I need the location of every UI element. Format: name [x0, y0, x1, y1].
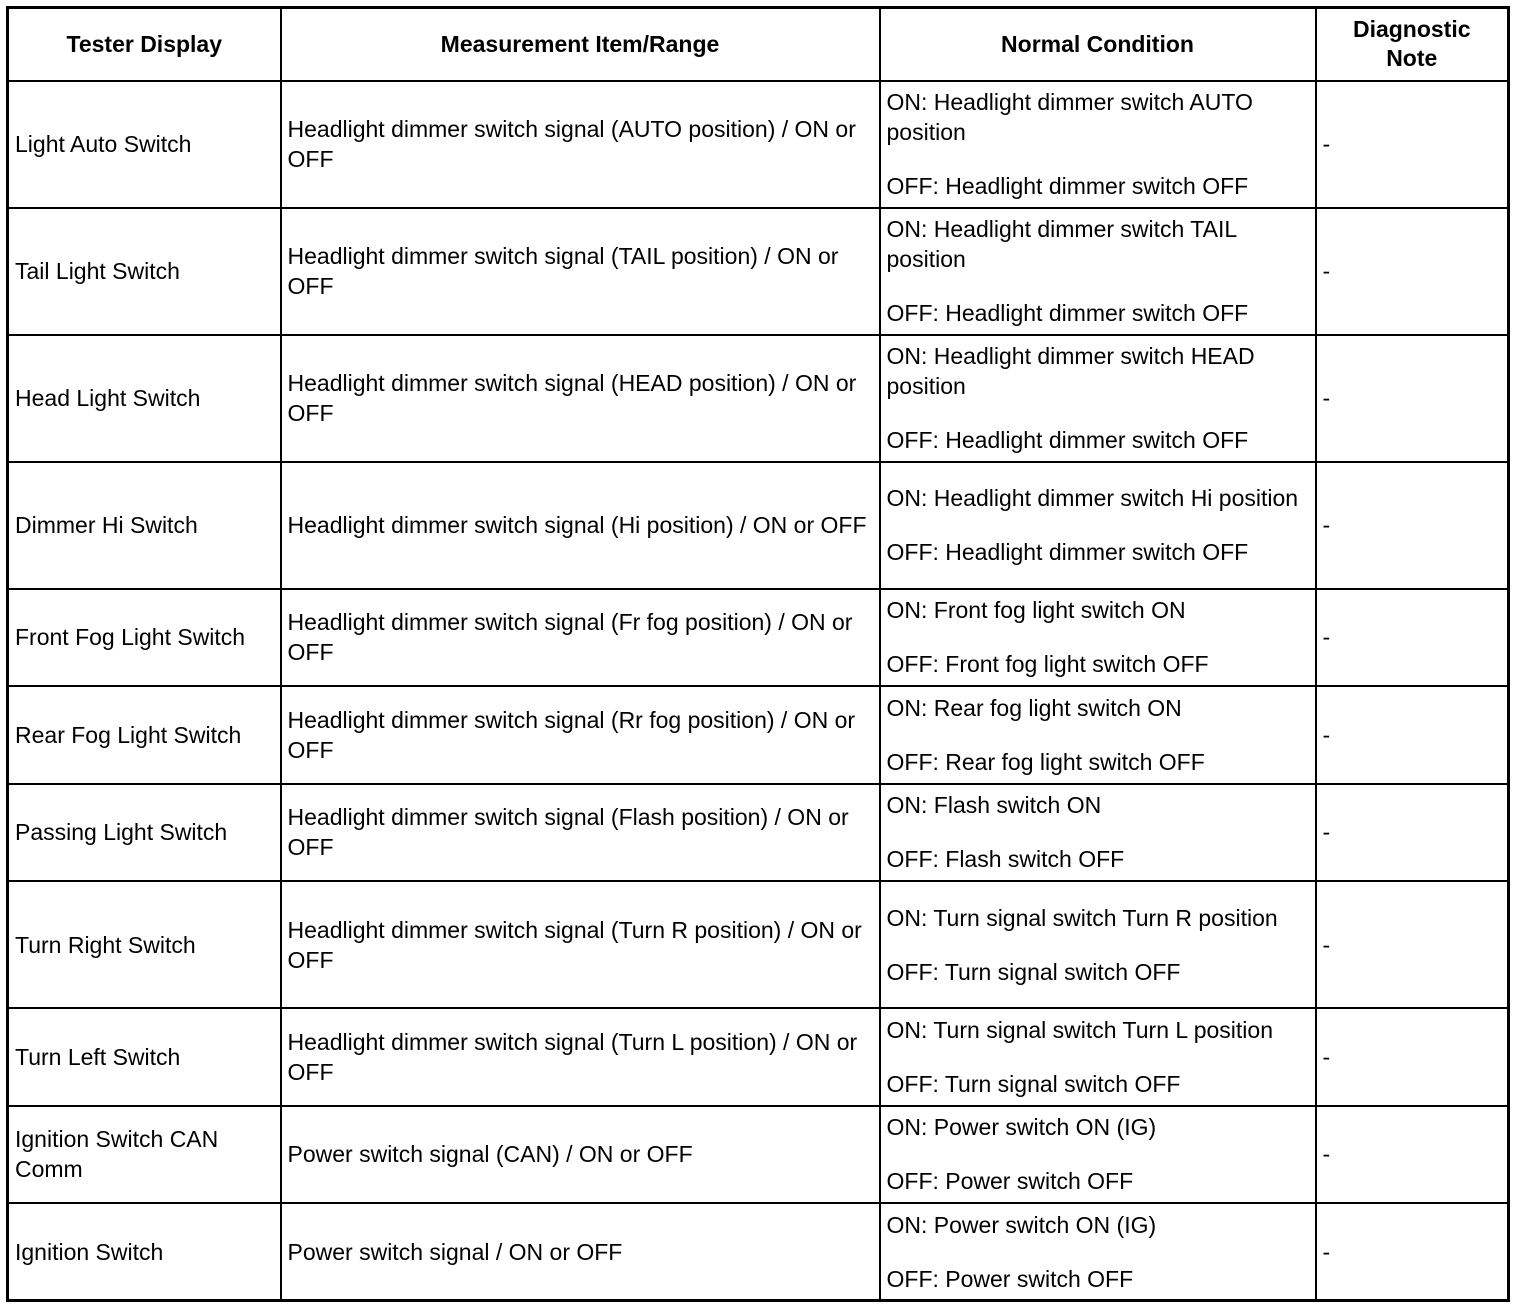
condition-off-text: OFF: Headlight dimmer switch OFF	[886, 300, 1249, 326]
tester-display-cell: Turn Right Switch	[8, 881, 281, 1008]
tester-display-cell: Tail Light Switch	[8, 208, 281, 335]
tester-display-cell: Light Auto Switch	[8, 81, 281, 208]
condition-on-text: ON: Headlight dimmer switch TAIL position	[886, 216, 1237, 272]
measurement-cell: Headlight dimmer switch signal (Turn R position) / ON or OFF	[281, 881, 880, 1008]
measurement-cell: Headlight dimmer switch signal (Fr fog position) / ON or OFF	[281, 589, 880, 687]
condition-on-text: ON: Headlight dimmer switch Hi position	[886, 485, 1299, 511]
measurement-cell: Power switch signal (CAN) / ON or OFF	[281, 1106, 880, 1204]
condition-on-text: ON: Headlight dimmer switch HEAD position	[886, 343, 1255, 399]
table-row	[8, 686, 1509, 784]
measurement-cell: Headlight dimmer switch signal (HEAD position) / ON or OFF	[281, 335, 880, 462]
tester-display-cell: Passing Light Switch	[8, 784, 281, 882]
table-row	[8, 335, 1509, 462]
tester-display-cell: Dimmer Hi Switch	[8, 462, 281, 589]
normal-condition-cell	[880, 784, 1316, 882]
table-row	[8, 81, 1509, 208]
measurement-cell: Headlight dimmer switch signal (Hi position) / ON or OFF	[281, 462, 880, 589]
normal-condition-cell	[880, 1008, 1316, 1106]
header-diagnostic-note-line1: Diagnostic	[1352, 16, 1471, 43]
condition-off-text: OFF: Turn signal switch OFF	[886, 958, 1181, 985]
normal-condition-cell	[880, 1203, 1316, 1301]
diagnostic-note-cell: -	[1316, 335, 1509, 462]
table-row	[8, 1106, 1509, 1204]
diagnostic-note-cell: -	[1316, 881, 1509, 1008]
measurement-cell: Headlight dimmer switch signal (TAIL position) / ON or OFF	[281, 208, 880, 335]
table-row	[8, 784, 1509, 882]
diagnostic-note-cell: -	[1316, 589, 1509, 687]
tester-display-cell: Ignition Switch	[8, 1203, 281, 1301]
normal-condition-cell	[880, 881, 1316, 1008]
diagnostic-note-cell: -	[1316, 462, 1509, 589]
tester-display-cell: Front Fog Light Switch	[8, 589, 281, 687]
normal-condition-cell	[880, 589, 1316, 687]
condition-on-text: ON: Flash switch ON	[886, 792, 1102, 819]
condition-on-text: ON: Turn signal switch Turn R position	[886, 904, 1278, 931]
tester-display-cell: Rear Fog Light Switch	[8, 686, 281, 784]
measurement-cell: Headlight dimmer switch signal (AUTO position) / ON or OFF	[281, 81, 880, 208]
table-row	[8, 1008, 1509, 1106]
condition-off-text: OFF: Power switch OFF	[886, 1265, 1134, 1292]
table-row	[8, 1203, 1509, 1301]
diagnostic-note-cell: -	[1316, 208, 1509, 335]
diagnostic-note-cell: -	[1316, 1008, 1509, 1106]
tester-display-cell: Head Light Switch	[8, 335, 281, 462]
header-row	[8, 8, 1509, 81]
condition-on-text: ON: Power switch ON (IG)	[886, 1114, 1157, 1141]
normal-condition-cell	[880, 462, 1316, 589]
table-row	[8, 881, 1509, 1008]
normal-condition-cell	[880, 81, 1316, 208]
condition-off-text: OFF: Headlight dimmer switch OFF	[886, 539, 1249, 565]
diagnostic-note-cell: -	[1316, 686, 1509, 784]
condition-off-text: OFF: Power switch OFF	[886, 1168, 1134, 1195]
condition-off-text: OFF: Front fog light switch OFF	[886, 651, 1209, 678]
normal-condition-cell	[880, 335, 1316, 462]
header-normal-condition: Normal Condition	[880, 8, 1316, 81]
header-tester-display: Tester Display	[8, 8, 281, 81]
condition-on-text: ON: Power switch ON (IG)	[886, 1211, 1157, 1238]
measurement-cell: Headlight dimmer switch signal (Flash position) / ON or OFF	[281, 784, 880, 882]
normal-condition-cell	[880, 208, 1316, 335]
table-row	[8, 462, 1509, 589]
diagnostic-note-cell: -	[1316, 784, 1509, 882]
condition-off-text: OFF: Turn signal switch OFF	[886, 1070, 1181, 1097]
diagnostic-note-cell: -	[1316, 1106, 1509, 1204]
tester-display-cell: Turn Left Switch	[8, 1008, 281, 1106]
normal-condition-cell	[880, 686, 1316, 784]
condition-off-text: OFF: Headlight dimmer switch OFF	[886, 173, 1249, 199]
condition-off-text: OFF: Flash switch OFF	[886, 846, 1125, 873]
diagnostic-note-cell: -	[1316, 1203, 1509, 1301]
header-measurement: Measurement Item/Range	[281, 8, 880, 81]
measurement-cell: Headlight dimmer switch signal (Turn L position) / ON or OFF	[281, 1008, 880, 1106]
condition-on-text: ON: Rear fog light switch ON	[886, 694, 1182, 721]
condition-off-text: OFF: Rear fog light switch OFF	[886, 748, 1205, 775]
table-row	[8, 208, 1509, 335]
header-diagnostic-note	[1316, 8, 1509, 81]
header-diagnostic-note-line2: Note	[1386, 45, 1438, 72]
table-row	[8, 589, 1509, 687]
condition-off-text: OFF: Headlight dimmer switch OFF	[886, 427, 1249, 453]
normal-condition-cell	[880, 1106, 1316, 1204]
measurement-cell: Headlight dimmer switch signal (Rr fog position) / ON or OFF	[281, 686, 880, 784]
diagnostic-note-cell: -	[1316, 81, 1509, 208]
condition-on-text: ON: Turn signal switch Turn L position	[886, 1016, 1273, 1043]
condition-on-text: ON: Headlight dimmer switch AUTO position	[886, 89, 1253, 145]
data-list-table	[6, 6, 1510, 1302]
measurement-cell: Power switch signal / ON or OFF	[281, 1203, 880, 1301]
tester-display-cell: Ignition Switch CAN Comm	[8, 1106, 281, 1204]
condition-on-text: ON: Front fog light switch ON	[886, 597, 1186, 624]
